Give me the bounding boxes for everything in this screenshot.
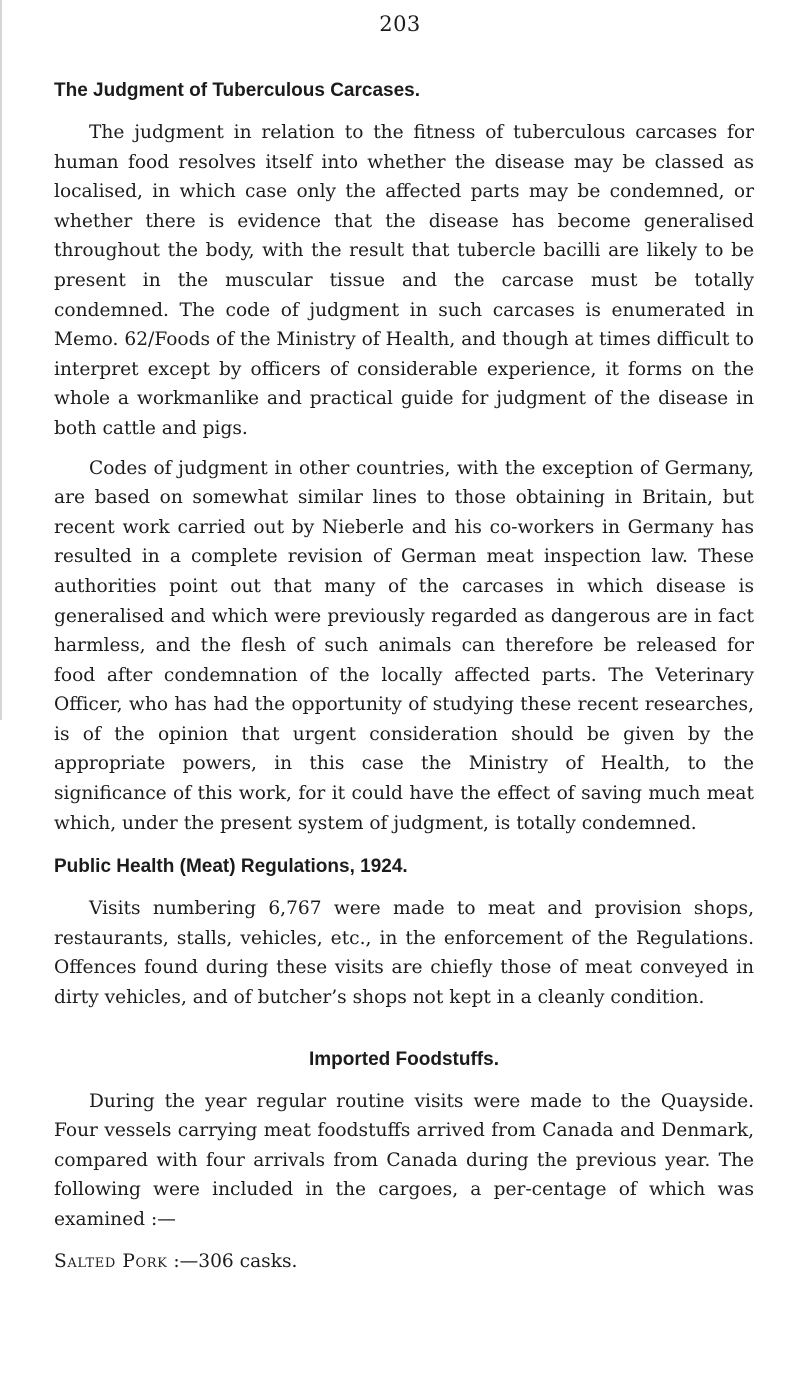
section-heading-regulations: Public Health (Meat) Regulations, 1924. xyxy=(54,856,408,878)
judgment-paragraph-2: Codes of judgment in other countries, with the exception of Germany, are based on somewhat similar lines to those obtaining in Britain, but recent work carried out by Nieberle and his co-workers in Germany has resulted in a complete revision of German meat inspection law. These authorities point out that many of the carcases in which disease is generalised and which were previously regarded as dangerous are in fact harmless, and the flesh of such animals can therefore be released for food after condemnation of the locally affected parts. The Veterinary Officer, who has had the opportunity of studying these recent researches, is of the opinion that urgent consideration should be given by the appropriate powers, in this case the Ministry of Health, to the significance of this work, for it could have the effect of saving much meat which, under the present system of judgment, is totally condemned. xyxy=(54,457,754,834)
page-number: 203 xyxy=(379,12,421,36)
salted-pork-label: Salted Pork xyxy=(54,1250,168,1272)
salted-pork-value: :—306 casks. xyxy=(173,1250,298,1272)
section-heading-judgment: The Judgment of Tuberculous Carcases. xyxy=(54,80,421,101)
judgment-paragraph-1: The judgment in relation to the fitness of tuberculous carcases for human food resolves itself into whether the disease may be classed as localised, in which case only the affected parts may be condemned, or whether there is evidence that the disease has become generalised throughout the body, with the result that tubercle bacilli are likely to be present in the muscular tissue and the carcase must be totally condemned. The code of judgment in such carcases is enumerated in Memo. 62/Foods of the Ministry of Health, and though at times difficult to interpret except by officers of considerable experience, it forms on the whole a workmanlike and practical guide for judgment of the disease in both cattle and pigs. xyxy=(54,122,754,439)
section-heading-imported: Imported Foodstuffs. xyxy=(309,1048,499,1070)
page-content xyxy=(54,78,754,1276)
imported-paragraph: During the year regular routine visits were made to the Quayside. Four vessels carrying meat foodstuffs arrived from Canada and Denmark, compared with four arrivals from Canada during the previous year. The following were included in the cargoes, a per-centage of which was examined :— xyxy=(54,1090,754,1230)
page-margin-line xyxy=(0,0,2,720)
salted-pork-line xyxy=(54,1247,754,1277)
regulations-paragraph: Visits numbering 6,767 were made to meat and provision shops, restaurants, stalls, vehicles, etc., in the enforcement of the Regulations. Offences found during these visits are chiefly those of meat conveyed in dirty vehicles, and of butcher’s shops not kept in a cleanly condition. xyxy=(54,898,754,1009)
